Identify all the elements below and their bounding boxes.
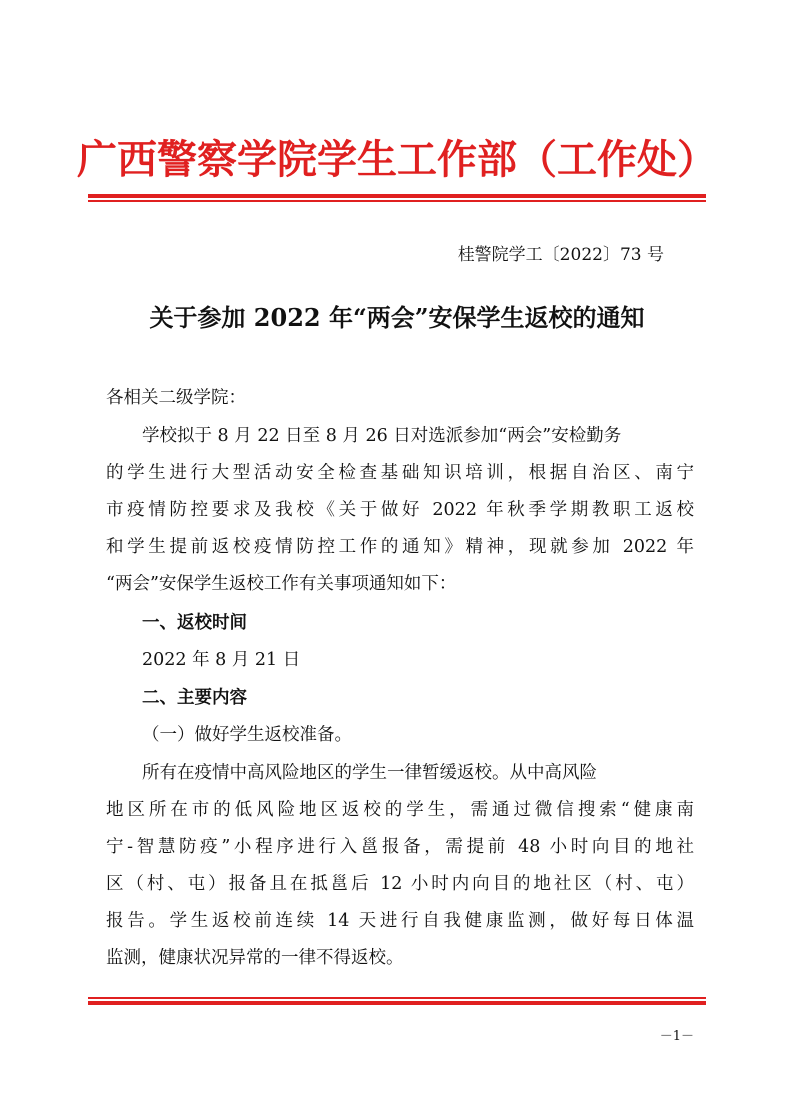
salutation: 各相关二级学院： (106, 388, 246, 408)
footer-rule-thick (88, 1001, 706, 1005)
section1-content: 2022 年 8 月 21 日 (142, 650, 301, 670)
para2-line-1: 所有在疫情中高风险地区的学生一律暂缓返校。从中高风险 (142, 763, 597, 783)
para1-line-5: “两会”安保学生返校工作有关事项通知如下： (106, 574, 457, 594)
header-rule-thick (88, 194, 706, 198)
para1-line-4: 和学生提前返校疫情防控工作的通知》精神，现就参加 2022 年 (106, 537, 694, 557)
para1-line-3: 市疫情防控要求及我校《关于做好 2022 年秋季学期教职工返校 (106, 500, 694, 520)
para2-line-6: 监测，健康状况异常的一律不得返校。 (106, 948, 404, 968)
section1-heading: 一、返校时间 (142, 613, 247, 633)
para2-line-3: 宁-智慧防疫”小程序进行入邕报备，需提前 48 小时向目的地社 (106, 837, 694, 857)
para2-line-5: 报告。学生返校前连续 14 天进行自我健康监测，做好每日体温 (106, 911, 694, 931)
header-rule-thin (88, 200, 706, 202)
section2-heading: 二、主要内容 (142, 688, 247, 708)
para1-line-2: 的学生进行大型活动安全检查基础知识培训，根据自治区、南宁 (106, 463, 694, 483)
para1-line-1: 学校拟于 8 月 22 日至 8 月 26 日对选派参加“两会”安检勤务 (142, 426, 622, 446)
page-number: －1－ (659, 1029, 694, 1044)
footer-rule-thin (88, 997, 706, 999)
section2-sub1: （一）做好学生返校准备。 (142, 725, 352, 745)
org-header-title: 广西警察学院学生工作部（工作处） (77, 136, 717, 183)
notice-title: 关于参加 2022 年“两会”安保学生返校的通知 (149, 303, 645, 332)
document-number: 桂警院学工〔2022〕73 号 (457, 245, 664, 265)
para2-line-2: 地区所在市的低风险地区返校的学生，需通过微信搜索“健康南 (106, 800, 694, 820)
para2-line-4: 区（村、屯）报备且在抵邕后 12 小时内向目的地社区（村、屯） (106, 874, 694, 894)
